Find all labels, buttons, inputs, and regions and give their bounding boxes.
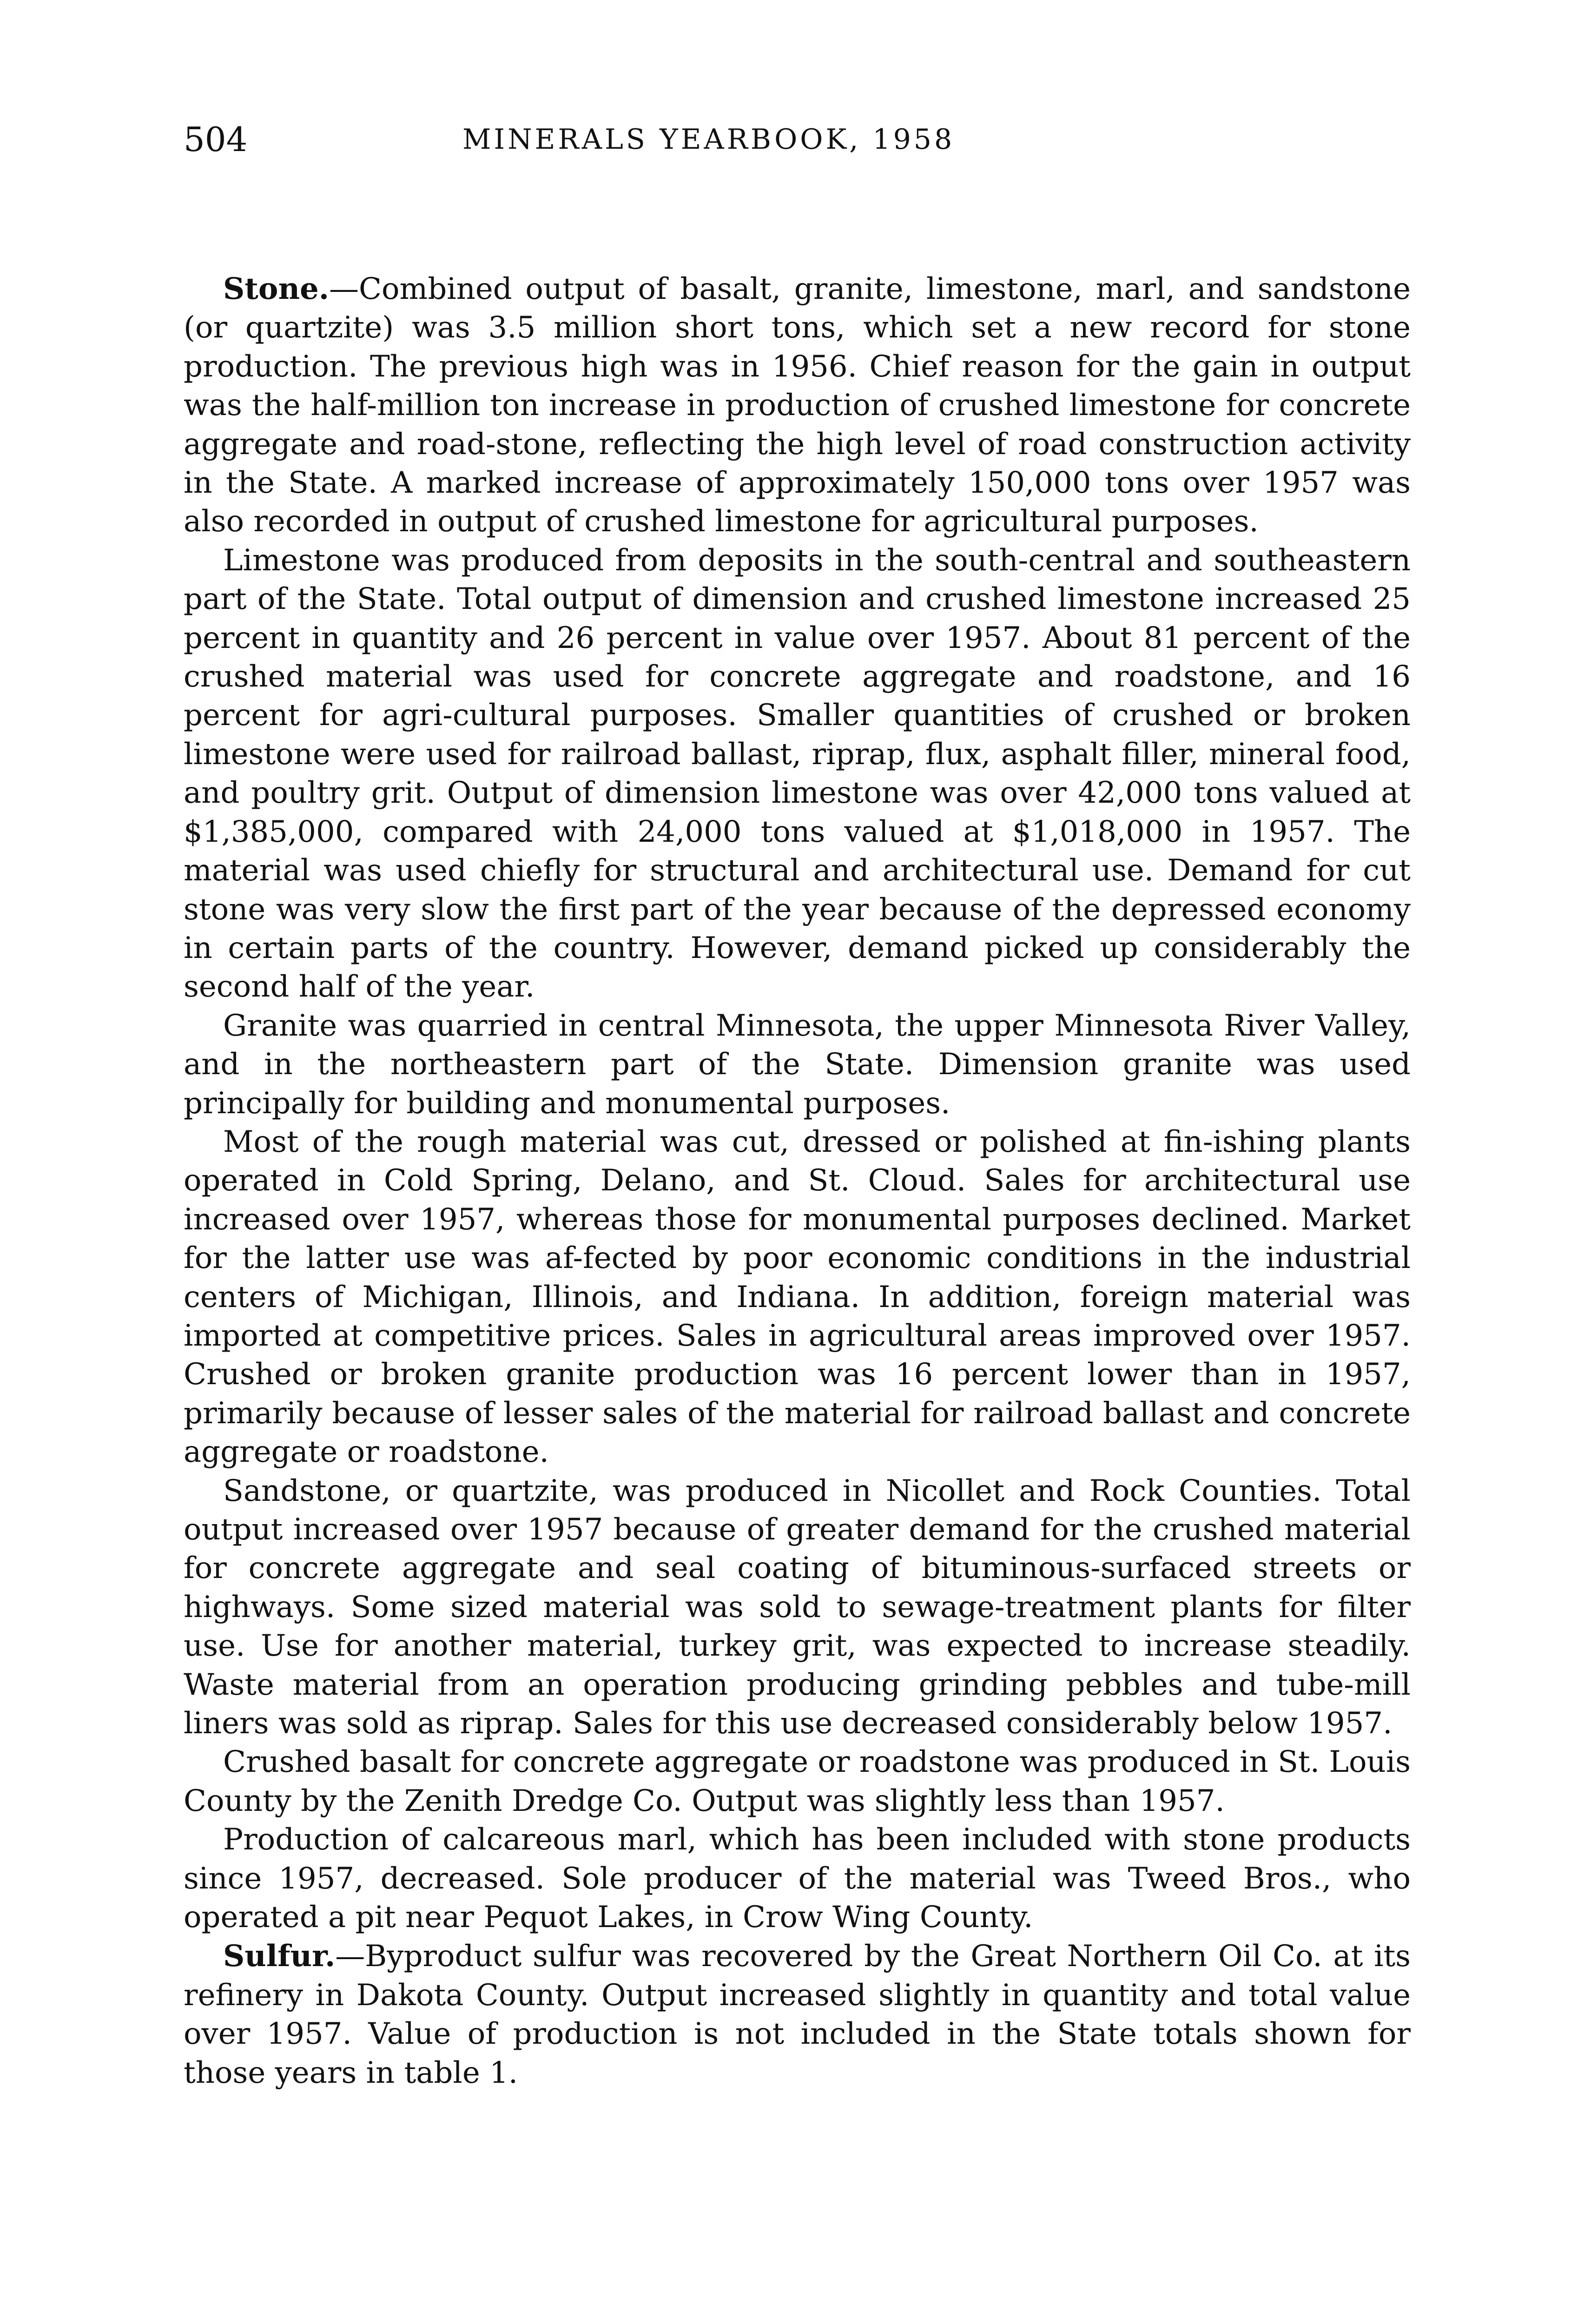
page-number: 504 [184,120,248,159]
paragraph-text: —Combined output of basalt, granite, limestone, marl, and sandstone (or quartzite) was 3.5 million short tons, which set a new record for stone production. The previous high was in 1956. Chief reason for the gain in output was the half-million ton increase in production of crushed limestone for concrete aggregate and road-stone, reflecting the high level of road construction activity in the State. A marked increase of approximately 150,000 tons over 1957 was also recorded in output of crushed limestone for agricultural purposes. [184,272,1411,539]
running-title: MINERALS YEARBOOK, 1958 [462,123,955,156]
paragraph-sandstone: Sandstone, or quartzite, was produced in Nicollet and Rock Counties. Total output increased over 1957 because of greater demand for the crushed material for concrete aggregate and seal coating of bituminous-surfaced streets or highways. Some sized material was sold to sewage-treatment plants for filter use. Use for another material, turkey grit, was expected to increase steadily. Waste material from an operation producing grinding pebbles and tube-mill liners was sold as riprap. Sales for this use decreased considerably below 1957. [184,1473,1411,1741]
running-head [184,116,1411,177]
document-page [184,116,1411,2093]
paragraph-sulfur [184,1937,1411,2093]
paragraph-stone [184,270,1411,541]
section-heading-sulfur: Sulfur. [223,1939,336,1974]
paragraph-marl: Production of calcareous marl, which has been included with stone products since 1957, decreased. Sole producer of the material was Tweed Bros., who operated a pit near Pequot Lakes, in Crow Wing County. [184,1822,1411,1935]
paragraph-limestone: Limestone was produced from deposits in the south-central and southeastern part of the State. Total output of dimension and crushed limestone increased 25 percent in quantity and 26 percent in value over 1957. About 81 percent of the crushed material was used for concrete aggregate and roadstone, and 16 percent for agri-cultural purposes. Smaller quantities of crushed or broken limestone were used for railroad ballast, riprap, flux, asphalt filler, mineral food, and poultry grit. Output of dimension limestone was over 42,000 tons valued at $1,385,000, compared with 24,000 tons valued at $1,018,000 in 1957. The material was used chiefly for structural and architectural use. Demand for cut stone was very slow the first part of the year because of the depressed economy in certain parts of the country. However, demand picked up considerably the second half of the year. [184,543,1411,1004]
paragraph-granite-finishing: Most of the rough material was cut, dressed or polished at fin-ishing plants operated in Cold Spring, Delano, and St. Cloud. Sales for architectural use increased over 1957, whereas those for monumental purposes declined. Market for the latter use was af-fected by poor economic conditions in the industrial centers of Michigan, Illinois, and Indiana. In addition, foreign material was imported at competitive prices. Sales in agricultural areas improved over 1957. Crushed or broken granite production was 16 percent lower than in 1957, primarily because of lesser sales of the material for railroad ballast and concrete aggregate or roadstone. [184,1124,1411,1470]
paragraph-basalt: Crushed basalt for concrete aggregate or roadstone was produced in St. Louis County by the Zenith Dredge Co. Output was slightly less than 1957. [184,1745,1411,1818]
paragraph-granite: Granite was quarried in central Minnesota, the upper Minnesota River Valley, and in the northeastern part of the State. Dimension granite was used principally for building and monumental purposes. [184,1008,1411,1121]
body-text [184,270,1411,2093]
section-heading-stone: Stone. [223,271,329,306]
paragraph-text: —Byproduct sulfur was recovered by the Great Northern Oil Co. at its refinery in Dakota County. Output increased slightly in quantity and total value over 1957. Value of production is not included in the State totals shown for those years in table 1. [184,1939,1411,2090]
